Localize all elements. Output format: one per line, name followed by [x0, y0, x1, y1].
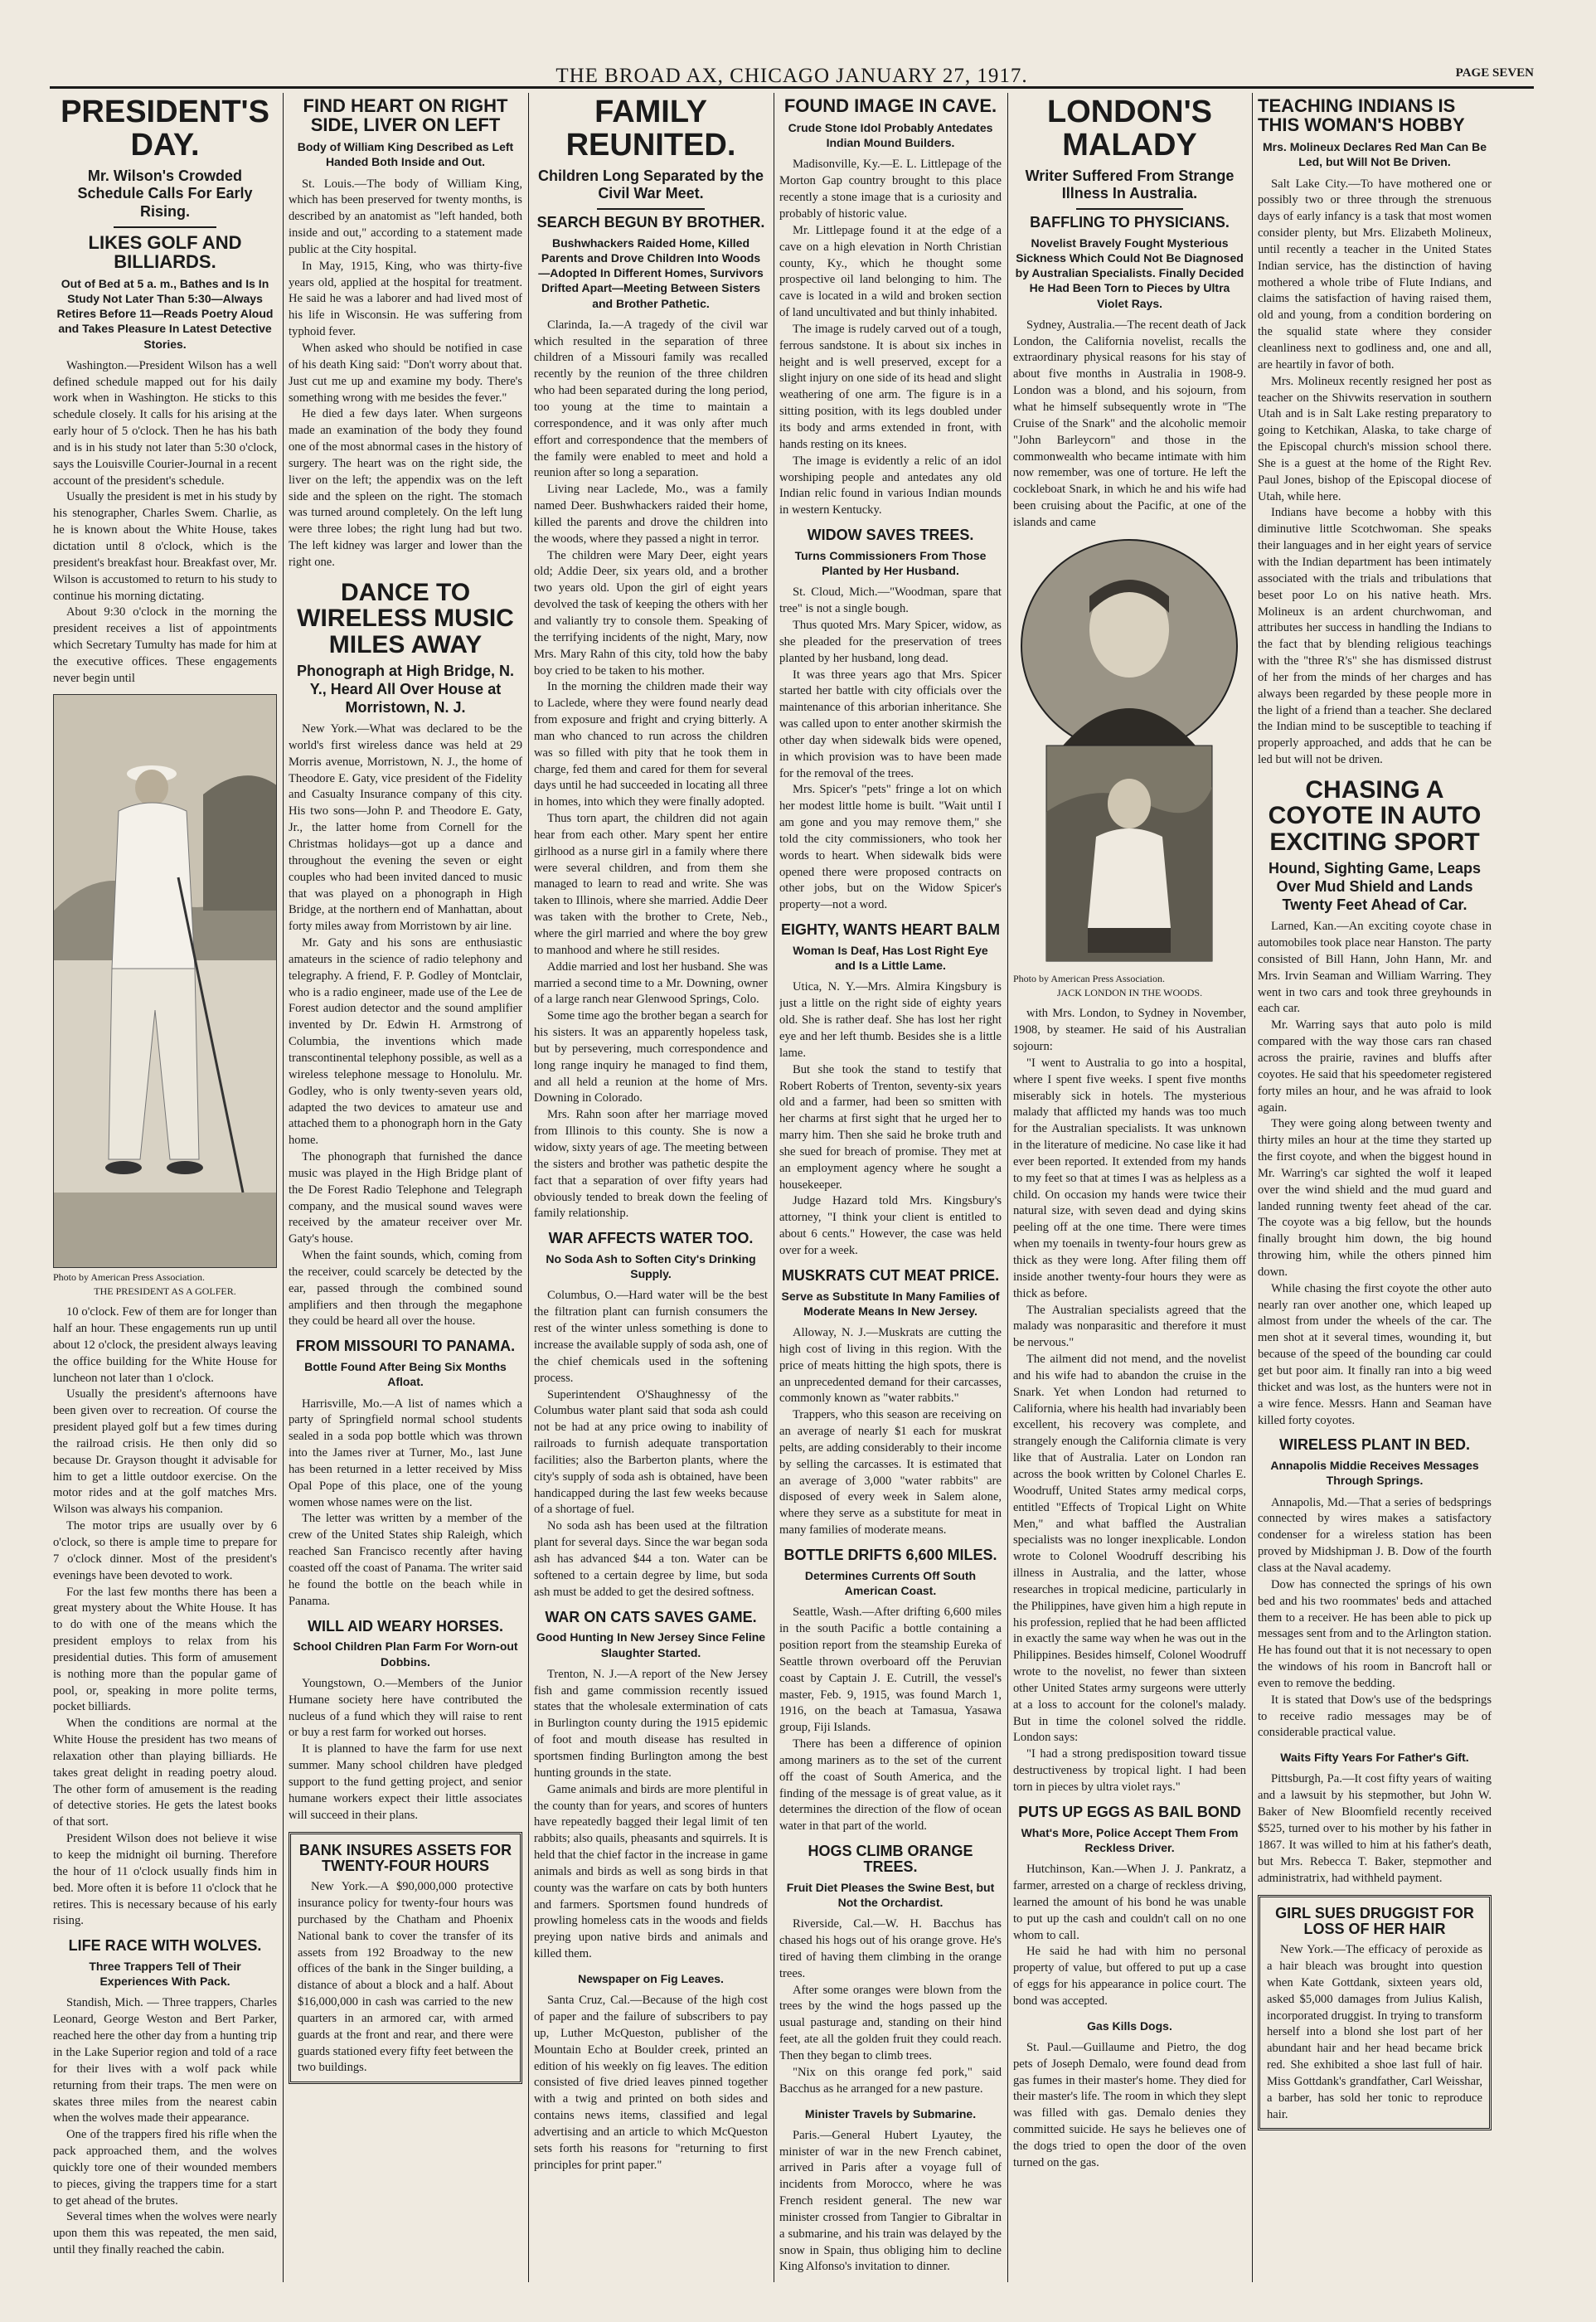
paragraph: There has been a difference of opinion among mariners as to the set of the current off the coast of South America, and the finding of the message is of great value, as it determines the direction of the flow of ocean water in that part of the world. [779, 1737, 1002, 1834]
article-body [779, 1916, 1002, 2097]
article-body [1258, 1495, 1492, 1742]
boxed-article-girl-sues [1258, 1895, 1492, 2130]
president-golfer-photo [53, 694, 277, 1268]
article-body [779, 2128, 1002, 2276]
golfer-illustration [54, 695, 277, 1267]
page-number: PAGE SEVEN [1455, 66, 1534, 80]
paragraph: The motor trips are usually over by 6 o'clock, so there is ample time to prepare for 7 o'clock dinner. Most of the president's evenings have been devoted to work. [53, 1519, 277, 1582]
paragraph: Thus quoted Mrs. Mary Spicer, widow, as she pleaded for the preservation of trees planted by her husband, long dead. [779, 618, 1002, 665]
deck: Good Hunting In New Jersey Since Feline Slaughter Started. [536, 1630, 766, 1659]
paragraph: Santa Cruz, Cal.—Because of the high cost of paper and the failure of subscribers to pay up, Luther McQueston, publisher of the Mountain Echo at Boulder creek, printed an edition of his weekly on fig leaves. The edition consisted of five dried leaves pinned together with a twig and printed on both sides and contains news items, classified and legal advertising and an article to which McQueston sets forth his reasons for "returning to first principles for print paper." [534, 1994, 768, 2172]
article-body-continued [1013, 1006, 1246, 1796]
article-body [298, 1879, 513, 2077]
article-body [534, 1993, 768, 2174]
article-image-in-cave [779, 96, 1002, 519]
separator [114, 226, 216, 228]
article-body [1258, 177, 1492, 769]
headline: FIND HEART ON RIGHT SIDE, LIVER ON LEFT [303, 95, 508, 136]
article-hogs-orange-trees [779, 1844, 1002, 2097]
paragraph: About 9:30 o'clock in the morning the president receives a list of appointments which Secretary Tumulty has made for him at the executive offices. These engagements never begin until [53, 605, 277, 685]
column-rule [1007, 93, 1008, 2282]
paragraph: Thus torn apart, the children did not again hear from each other. Mary spent her entire girlhood as a nurse girl in a family where there were several children, and from them she managed to learn to read and write. She was taken to Illinois, where she married. Addie Deer was taken with the brother to Crete, Neb., where the girl married and where the boy grew to manhood and where he still resides. [534, 812, 768, 957]
column-4 [779, 93, 1002, 2282]
headline: WIDOW SAVES TREES. [807, 527, 974, 544]
deck: Bushwhackers Raided Home, Killed Parents and Drove Children Into Woods—Adopted In Different Homes, Survivors Drifted Apart—Meeting Between Sisters and Brother Pathetic. [538, 236, 764, 310]
article-muskrats [779, 1268, 1002, 1539]
article-body [1013, 2040, 1246, 2172]
boxed-article-bank [289, 1832, 522, 2084]
article-heart-balm [779, 922, 1002, 1260]
paragraph: Paris.—General Hubert Lyautey, the minister of war in the new French cabinet, arrived in Paris after a voyage full of incidents from Morocco, where he was French resident general. The new war minister crossed from Tangier to Gibraltar in a submarine, and his train was delayed by the snow in Spain, thus obliging him to decline King Alfonso's invitation to dinner. [779, 2128, 1002, 2274]
article-missouri-panama [289, 1338, 522, 1610]
deck: Phonograph at High Bridge, N. Y., Heard All Over House at Morristown, N. J. [297, 663, 514, 716]
deck: Turns Commissioners From Those Planted by Her Husband. [794, 548, 987, 578]
article-wireless-dance [289, 580, 522, 1331]
deck: What's More, Police Accept Them From Reckless Driver. [1021, 1825, 1239, 1854]
paragraph: The ailment did not mend, and the novelist and his wife had to abandon the cruise in the Snark. Yet when London had returned to California, where his health had invariably been excellent, his recovery was complete, and strangely enough the California climate is very like that of Australia. Later on London ran across the book written by Colonel Charles E. Woodruff, United States army medical corps, entitled "Effects of Tropical Light on White Men," and what baffled the Australian specialists was no longer inexplicable. London wrote to Colonel Woodruff describing his illness in Australia, and the latter, whose researches in tropical medicine, particularly in the Philippines, have given him a high repute in his profession, replied that he had been afflicted in exactly the same way when he was out in the Philippines. Besides himself, Colonel Woodruff wrote to the novelist, no fewer than sixteen other United States army surgeons were utterly at a loss to account for the colonel's malady. But in time the colonel solved the riddle. London says: [1013, 1353, 1246, 1745]
jack-london-photo [1013, 538, 1246, 969]
deck: School Children Plan Farm For Worn-out Dobbins. [293, 1639, 518, 1669]
paragraph: Larned, Kan.—An exciting coyote chase in automobiles took place near Hanston. The party consisted of Bill Hann, John Hann, Mr. and Mrs. Irvin Seaman and William Warring. They went in two cars and took three greyhounds in each car. [1258, 920, 1492, 1016]
column-2 [289, 93, 522, 2282]
paragraph: In May, 1915, King, who was thirty-five years old, applied at the hospital for treatment. He said he was a laborer and had lived most of his life in Wisconsin. He was suffering from typhoid fever. [289, 259, 522, 339]
paragraph: Columbus, O.—Hard water will be the best the filtration plant can furnish consumers the rest of the winter unless something is done to increase the available supply of soda ash, one of the chief chemicals used in the softening process. [534, 1289, 768, 1385]
paragraph: The Australian specialists agreed that the malady was nonparasitic and therefore it must be nervous." [1013, 1303, 1246, 1350]
paragraph: When the conditions are normal at the White House the president has two means of relaxation other than playing billiards. He takes great delight in reading poetry aloud. The other form of amusement is the reading of detective stories. He gets the latest books of that sort. [53, 1717, 277, 1829]
paragraph: Mrs. Spicer's "pets" fringe a lot on which her modest little home is built. "Wait until I am gone and you may remove them," she told the city commissioners, who took her words to heart. When sidewalk bids were opened there were proposed contracts on other jobs, but on the Widow Spicer's property—not a word. [779, 783, 1002, 912]
article-fig-leaves [534, 1971, 768, 2174]
paragraph: Trappers, who this season are receiving on an average of nearly $1 each for muskrat pelts, are adding considerably to their income by selling the carcasses. It is estimated that an average of 3,000 "water rabbits" are disposed of every week in Salem alone, where they serve as a substitute for meat in many families of moderate means. [779, 1408, 1002, 1537]
deck: Fruit Diet Pleases the Swine Best, but Not the Orchardist. [786, 1880, 995, 1910]
column-3 [534, 93, 768, 2282]
paragraph: He died a few days later. When surgeons made an examination of the body they found one of the most abnormal cases in the history of surgery. The heart was on the right side, the liver on the left; the appendix was on the left side and the spleen on the right. The stomach was turned around completely. On the left lung were three lobes; the right lung had but two. The left kidney was larger and lower than the right one. [289, 407, 522, 569]
paragraph: Harrisville, Mo.—A list of names which a party of Springfield normal school students sealed in a soda pop bottle which was thrown into the James river at Turner, Mo., last June has been returned in a letter received by Miss Opal Pope of this place, one of the young women whose names were on the list. [289, 1397, 522, 1509]
paragraph: It is stated that Dow's use of the bedsprings to receive radio messages may be of considerable practical value. [1258, 1693, 1492, 1740]
article-bottle-drifts [779, 1547, 1002, 1835]
headline: Gas Kills Dogs. [1087, 2018, 1172, 2033]
paragraph: Mrs. Rahn soon after her marriage moved from Illinois to this county. She is now a widow, sixty years of age. The meeting between the sisters and brother was pathetic despite the fact that a separation of over fifty years had obviously tended to break down the feeling of family relationship. [534, 1108, 768, 1221]
headline: EIGHTY, WANTS HEART BALM [781, 921, 1000, 939]
headline: DANCE TO WIRELESS MUSIC MILES AWAY [297, 578, 514, 658]
paragraph: Madisonville, Ky.—E. L. Littlepage of the Morton Gap country brought to this place recently a stone image that is a curiosity and probably of historic value. [779, 158, 1002, 221]
paragraph: Dow has connected the springs of his own bed and his two roommates' beds and attached them to a receiver. He has been able to pick up messages sent from and to the Arlington station. He has found out that it is not necessary to open the windows of his room in Bancroft hall or even to remove the bedding. [1258, 1577, 1492, 1690]
deck: Body of William King Described as Left Handed Both Inside and Out. [297, 140, 514, 169]
headline: BANK INSURES ASSETS FOR TWENTY-FOUR HOURS [298, 1842, 512, 1875]
jack-london-illustration [1013, 538, 1246, 969]
paragraph: No soda ash has been used at the filtration plant for several days. Since the war began soda ash has advanced $44 a ton. Water can be softened to a certain degree by lime, but soda ash must be added to get the desired softness. [534, 1519, 768, 1599]
paragraph: When the faint sounds, which, coming from the receiver, could scarcely be detected by the ear, passed through the combined sound amplifiers and then through the megaphone they could be heard all over the house. [289, 1249, 522, 1329]
masthead-title: THE BROAD AX, CHICAGO JANUARY 27, 1917. [555, 65, 1028, 87]
paragraph: Usually the president is met in his study by his stenographer, Charles Swem. Charlie, as he is known about the White House, takes dictation until 8 o'clock, which is the president's breakfast hour. Breakfast over, Mr. Wilson is accustomed to return to his study to continue his morning dictating. [53, 490, 277, 603]
deck: Mr. Wilson's Crowded Schedule Calls For Early Rising. [77, 167, 253, 220]
paragraph: Salt Lake City.—To have mothered one or possibly two or three through the strenuous days of early infancy is a task that most women consider plenty, but Mrs. Elizabeth Molineux, until recently a teacher in the United States Indian service, has the distinction of having mothered a whole tribe of Flute Indians, and claims the satisfaction of having raised them, old and young, from a condition bordering on the squalid state where they consider cleanliness next to godliness and, one and all, are heartily in favor of both. [1258, 177, 1492, 372]
paragraph: When asked who should be notified in case of his death King said: "Don't worry about that. Just cut me up and examine my body. There's something wrong with me besides the fever." [289, 342, 522, 405]
paragraph: While chasing the first coyote the other auto nearly ran over another one, which leaped up almost from under the wheels of the car. The men shot at it several times, wounding it, but because of the speed of the bounding car could get but poor aim. It finally ran into a big weed thicket and was lost, as the hunters were not in a wire fence. Messrs. Hann and Seaman have killed forty coyotes. [1258, 1281, 1492, 1427]
article-body [534, 318, 768, 1222]
headline: FAMILY REUNITED. [565, 95, 736, 163]
article-gas-kills-dogs [1013, 2018, 1246, 2172]
deck: Children Long Separated by the Civil War Meet. [537, 167, 764, 202]
paragraph: Riverside, Cal.—W. H. Bacchus has chased his hogs out of his orange grove. He's tired of having them climbing in the orange trees. [779, 1917, 1002, 1980]
paragraph: For the last few months there has been a great mystery about the White House. It has to do with one of the means which the president employs to relax from his presidential duties. This form of amusement is nothing more than the popular game of pool, or, speaking in more polite terms, pocket billiards. [53, 1585, 277, 1714]
article-body [779, 1325, 1002, 1539]
headline: CHASING A COYOTE IN AUTO EXCITING SPORT [1268, 775, 1482, 856]
deck: Bottle Found After Being Six Months Afloat. [304, 1360, 507, 1389]
article-body [289, 721, 522, 1330]
paragraph: "Nix on this orange fed pork," said Bacchus as he arranged for a new pasture. [779, 2065, 1002, 2096]
paragraph: Mr. Gaty and his sons are enthusiastic amateurs in the science of radio telephony and telegraphy. A friend, F. P. Godley of Montclair, who is a radio engineer, made use of the Lee de Forest audion detector and the sound amplifier invented by Dr. Edwin H. Armstrong of Columbia, the inventions which made transcontinental telephony possible, as well as a wireless telephone message to Honolulu. Mr. Godley, who is only twenty-seven years old, adapted the two devices to amateur use and attached them to a phonograph horn in the Gaty home. [289, 936, 522, 1148]
subheadline: SEARCH BEGUN BY BROTHER. [536, 213, 765, 231]
photo-credit: Photo by American Press Association. [53, 1270, 205, 1283]
paragraph: The image is rudely carved out of a tough, ferrous sandstone. It is about six inches in height and is well preserved, except for a slight injury on one side of its head and slight weathering of one arm. The figure is in a sitting position, with its legs doubled under its body and arms extended in front, with hands resting on its knees. [779, 322, 1002, 451]
headline: WILL AID WEARY HORSES. [307, 1617, 503, 1635]
article-body [779, 1605, 1002, 1835]
paragraph: One of the trappers fired his rifle when the pack approached them, and the wolves quickly tore one of their wounded members to pieces, giving the trappers time for a start to get ahead of the brutes. [53, 2128, 277, 2208]
column-6 [1258, 93, 1492, 2282]
headline: WIRELESS PLANT IN BED. [1278, 1436, 1470, 1454]
paragraph: 10 o'clock. Few of them are for longer than half an hour. These engagements run up until about 12 o'clock, the president always leaving the office building for the White House for luncheon not later than 1 o'clock. [53, 1305, 277, 1385]
paragraph: "I had a strong predisposition toward tissue destructiveness by tropical light. I had been torn in pieces by ultra violet rays." [1013, 1747, 1246, 1795]
column-1 [53, 93, 277, 2282]
photo-credit: Photo by American Press Association. [1013, 972, 1165, 984]
headline: GIRL SUES DRUGGIST FOR LOSS OF HER HAIR [1275, 1905, 1474, 1938]
deck: Crude Stone Idol Probably Antedates Indian Mound Builders. [788, 121, 993, 150]
paragraph: Washington.—President Wilson has a well defined schedule mapped out for his daily work when in Washington. He sticks to this schedule closely. It calls for his arising at the early hour of 5 o'clock. Then he has his bath and is in his study not later than 5:30 o'clock, says the Louisville Courier-Journal in a recent account of the president's schedule. [53, 358, 277, 488]
deck: Annapolis Middie Receives Messages Through Springs. [1270, 1459, 1479, 1488]
article-body [289, 1397, 522, 1610]
article-body [1013, 318, 1246, 532]
article-teaching-indians [1258, 96, 1492, 769]
headline: PUTS UP EGGS AS BAIL BOND [1018, 1803, 1241, 1820]
headline: WAR AFFECTS WATER TOO. [548, 1230, 754, 1247]
deck: Novelist Bravely Fought Mysterious Sickness Which Could Not Be Diagnosed by Australian Specialists. Finally Decided He Had Been Torn to Pieces by Ultra Violet Rays. [1015, 236, 1244, 310]
paragraph: St. Louis.—The body of William King, which has been preserved for twenty months, is described by an anatomist as "left handed, both inside and out," according to a statement made public at the City hospital. [289, 177, 522, 256]
deck: Woman Is Deaf, Has Lost Right Eye and Is a Little Lame. [793, 944, 988, 973]
subheadline: LIKES GOLF AND BILLIARDS. [88, 231, 242, 272]
paragraph: Mr. Warring says that auto polo is mild compared with the way those cars ran chased across the prairie, ravines and bluffs after coyotes. He said that his speedometer registered forty miles an hour, and he was afraid to look again. [1258, 1018, 1492, 1115]
article-family-reunited [534, 96, 768, 1222]
separator [597, 208, 705, 210]
article-body [53, 358, 277, 687]
article-body [289, 177, 522, 571]
paragraph: Hutchinson, Kan.—When J. J. Pankratz, a farmer, arrested on a charge of reckless driving, learned the amount of his bond he was unable to put up the cash and couldn't call on no one whom to call. [1013, 1863, 1246, 1942]
paragraph: St. Paul.—Guillaume and Pietro, the dog pets of Joseph Demalo, were found dead from gas fumes in their master's home. They died for their master's life. The room in which they slept was filled with gas. Demalo denies they committed suicide. He says he believes one of the dogs tried to open the door of the oven turned on the gas. [1013, 2040, 1246, 2169]
deck: Out of Bed at 5 a. m., Bathes and Is In Study Not Later Than 5:30—Always Retires Before 11—Reads Poetry Aloud and Takes Pleasure In Latest Detective Stories. [56, 276, 274, 351]
paragraph: Usually the president's afternoons have been given over to recreation. Of course the president played golf but a few times during the railroad crisis. He then only did so because Dr. Grayson thought it advisable for him to get a little outdoor exercise. On the motor rides and at the golf matches Mrs. Wilson was always his companion. [53, 1387, 277, 1517]
article-minister-submarine [779, 2106, 1002, 2276]
headline: HOGS CLIMB ORANGE TREES. [808, 1843, 973, 1875]
paragraph: Trenton, N. J.—A report of the New Jersey fish and game commission recently issued states that the wholesale extermination of cats in Burlington county during the 1915 epidemic of foot and mouth disease has resulted in sportsmen finding Burlington among the best hunting grounds in the state. [534, 1667, 768, 1780]
article-londons-malady [1013, 96, 1246, 1796]
paragraph: After some oranges were blown from the trees by the wind the hogs passed up the usual pasturage and, standing on their hind feet, ate all the golden fruit they could reach. Then they began to climb trees. [779, 1983, 1002, 2062]
deck: Three Trappers Tell of Their Experiences With Pack. [89, 1960, 241, 1989]
paragraph: Mrs. Molineux recently resigned her post as teacher on the Shivwits reservation in southern Utah and is in Salt Lake resting preparatory to going to Ketchikan, Alaska, to take charge of the Episcopal church's mission school there. She is a guest at the home of the Right Rev. Paul Jones, bishop of the Episcopal diocese of Utah, while here. [1258, 374, 1492, 503]
paragraph: They were going along between twenty and thirty miles an hour at the time they started up the first coyote, and when the biggest hound in Mr. Warring's car sighted the wolf it leaped over the wind shield and the mud guard and landed running twenty feet ahead of the car. The coyote was a big fellow, but the hounds finally brought him down, the big hound throwing him, while the others pinned him down. [1258, 1117, 1492, 1279]
masthead [50, 65, 1534, 89]
paragraph: with Mrs. London, to Sydney in November, 1908, by steamer. He said of his Australian sojourn: [1013, 1007, 1246, 1054]
paragraph: The letter was written by a member of the crew of the United States ship Raleigh, which reached San Francisco recently after having coasted off the coast of Panama. The writer said he found the bottle on the beach while in Panama. [289, 1512, 522, 1608]
headline: Waits Fifty Years For Father's Gift. [1280, 1751, 1469, 1765]
article-body [779, 585, 1002, 914]
headline: LONDON'S MALADY [1046, 95, 1213, 163]
paragraph: In the morning the children made their way to Laclede, where they were found nearly dead from exposure and fright and crying bitterly. A man who chanced to run across the children was so filled with pity that he took them in charge, fed them and cared for them for several days until he had succeeded in locating all three in homes, into which they were finally adopted. [534, 680, 768, 809]
article-body [779, 157, 1002, 519]
article-body [53, 1995, 277, 2259]
headline: FOUND IMAGE IN CAVE. [783, 95, 997, 116]
headline: BOTTLE DRIFTS 6,600 MILES. [783, 1547, 997, 1564]
paragraph: It is planned to have the farm for use next summer. Many school children have pledged support to the fund getting project, and senior humane workers expect their little associates will succeed in their plans. [289, 1742, 522, 1822]
paragraph: New York.—A $90,000,000 protective insurance policy for twenty-four hours was purchased by the Chatham and Phoenix National bank to cover the transfer of its assets from 192 Broadway to the new offices of the bank in the Singer building, a distance of about a block and a half. About $16,000,000 in cash was carried to the new quarters in an armored car, with armed guards at the front and rear, and there were guards stationed every fifty feet between the two buildings. [298, 1880, 513, 2075]
article-body [534, 1288, 768, 1601]
article-body [1258, 1771, 1492, 1887]
paragraph: New York.—What was declared to be the world's first wireless dance was held at 29 Morris avenue, Morristown, N. J., the home of Theodore E. Gaty, vice president of the Fidelity and Casualty Insurance company of this city. His two sons—John P. and Theodore E. Gaty, Jr., the latter home from Cornell for the Christmas holidays—got up a dance and throughout the evening the seven or eight couples who had been invited danced to music that was played on a phonograph in High Bridge, at the northern end of Manhattan, about forty miles away from Morristown by air line. [289, 722, 522, 934]
paragraph: He said he had with him no personal property of value, but offered to put up a case of eggs for his appearance in police court. The bond was accepted. [1013, 1945, 1246, 2008]
photo-caption: JACK LONDON IN THE WOODS. [1056, 986, 1203, 998]
paragraph: Game animals and birds are more plentiful in the county than for years, and scores of hunters have repeatedly bagged their legal limit of ten rabbits; also quails, pheasants and squirrels. It is held that the chief factor in the increase in game animals and birds as well as song birds in that county was the warfare on cats by both hunters and farmers. Sportsmen found hundreds of prowling homeless cats in the woods and fields preying upon native birds and animals and killed them. [534, 1782, 768, 1961]
deck: Mrs. Molineux Declares Red Man Can Be Led, but Will Not Be Driven. [1263, 140, 1487, 169]
paragraph: Judge Hazard told Mrs. Kingsbury's attorney, "I think your client is entitled to about 6 cents." However, the case was held over for a week. [779, 1194, 1002, 1257]
article-body [1267, 1942, 1482, 2123]
article-body [1013, 1862, 1246, 2010]
headline: Minister Travels by Submarine. [804, 2106, 977, 2120]
headline: PRESIDENT'S DAY. [61, 95, 269, 163]
headline: WAR ON CATS SAVES GAME. [545, 1608, 757, 1625]
paragraph: Youngstown, O.—Members of the Junior Humane society here have contributed the nucleus of a fund which they will raise to rent or buy a rest farm for worked out horses. [289, 1676, 522, 1740]
paragraph: Some time ago the brother began a search for his sisters. It was an apparently hopeless task, but by persevering, much correspondence and long range inquiry he managed to find them, and all held a reunion at the home of Mrs. Downing in Colorado. [534, 1009, 768, 1105]
paragraph: Sydney, Australia.—The recent death of Jack London, the California novelist, recalls the extraordinary physical reasons for his stay of about five months in Australia in 1908-9. London was a blond, and his sojourn, from what he himself subsequently wrote in "The Cruise of the Snark" and the alcoholic memoir "John Barleycorn" and those in the commonwealth who became intimate with him now remember, was one of torture. He left the cockleboat Snark, in which he and his wife had been cruising about the Pacific, at one of the islands and came [1013, 318, 1246, 529]
article-eggs-bail-bond [1013, 1805, 1246, 2010]
deck: Serve as Substitute In Many Families of Moderate Means In New Jersey. [781, 1289, 1000, 1318]
article-body [289, 1676, 522, 1824]
headline: MUSKRATS CUT MEAT PRICE. [781, 1266, 1000, 1284]
paragraph: Alloway, N. J.—Muskrats are cutting the high cost of living in this region. With the price of meats hitting the high spots, there is an unprecedented demand for their carcasses, commonly known as "water rabbits." [779, 1326, 1002, 1406]
article-heart-right-side [289, 96, 522, 571]
article-widow-saves-trees [779, 527, 1002, 914]
deck: Determines Currents Off South American Coast. [804, 1568, 977, 1598]
paragraph: St. Cloud, Mich.—"Woodman, spare that tree" is not a single bough. [779, 585, 1002, 616]
deck: Writer Suffered From Strange Illness In Australia. [1025, 167, 1235, 202]
article-weary-horses [289, 1619, 522, 1824]
paragraph: Seattle, Wash.—After drifting 6,600 miles in the south Pacific a bottle containing a position report from the steamship Eureka of Seattle thrown overboard off the Peruvian coast by Captain J. E. Cutrill, the vessel's master, Feb. 9, 1915, was found March 1, 1916, on the beach at Tamasua, Yasawa group, Fiji Islands. [779, 1605, 1002, 1735]
headline: FROM MISSOURI TO PANAMA. [295, 1338, 516, 1355]
paragraph: Living near Laclede, Mo., was a family named Deer. Bushwhackers raided their home, killed the parents and drove the children into the woods, where they passed a night in terror. [534, 483, 768, 546]
headline: Newspaper on Fig Leaves. [578, 1971, 724, 1985]
paragraph: New York.—The efficacy of peroxide as a hair bleach was brought into question when Kate Gottdank, sixteen years old, asked $5,000 damages from Julius Kalish, incorporated druggist. In trying to transform herself into a blond she lost part of her abundant hair and her head became brick red. She exhibited a shoe last full of hair. Miss Gottdank's grandfather, Carl Weisshar, a barber, has sold her tonic to reproduce hair. [1267, 1943, 1482, 2121]
article-fifty-years-gift [1258, 1750, 1492, 1887]
column-rule [528, 93, 529, 2282]
subheadline: BAFFLING TO PHYSICIANS. [1030, 213, 1230, 231]
photo-caption: THE PRESIDENT AS A GOLFER. [94, 1285, 236, 1297]
article-body-continued [53, 1304, 277, 1930]
column-rule [283, 93, 284, 2282]
article-war-on-cats [534, 1610, 768, 1963]
article-presidents-day [53, 96, 277, 1930]
paragraph: But she took the stand to testify that Robert Roberts of Trenton, seventy-six years old and a farmer, had been so smitten with her charms at first sight that he urged her to marry him. Then she said he broke truth and she sued for breach of promise. They met at an employment agency where he sought a housekeeper. [779, 1062, 1002, 1192]
paragraph: Standish, Mich. — Three trappers, Charles Leonard, George Weston and Bert Parker, reached here the other day from a hunting trip in the Lake Superior region and told of a race for their lives with a wolf pack while returning from their traps. The men were on skates three miles from the nearest cabin when the wolves made their appearance. [53, 1996, 277, 2125]
column-rule [1252, 93, 1253, 2282]
paragraph: "I went to Australia to go into a hospital, where I spent five weeks. I spent five months miserably sick in hotels. The mysterious malady that afflicted my hands was too much for the Australian specialists. It was unknown in the literature of medicine. No case like it had ever been reported. It extended from my hands to my feet so that at times I was as helpless as a child. On occasion my hands were twice their natural size, with seven dead and dying skins peeling off at the one time. There were times when my toenails in twenty-four hours grew as thick as they were long. After filing them off inside another twenty-four hours they were as thick as before. [1013, 1056, 1246, 1300]
article-war-water [534, 1231, 768, 1601]
paragraph: The children were Mary Deer, eight years old; Addie Deer, six years old, and a brother two years old. Upon the girl of eight years devolved the task of keeping the others with her and valiantly try to console them. Speaking of the terrifying incidents of the night, Mary, now Mrs. Mary Rahn of this city, told how the baby boy cried to be taken to his mother. [534, 548, 768, 678]
article-body [1258, 919, 1492, 1429]
paragraph: Addie married and lost her husband. She was married a second time to a Mr. Downing, owner of a large ranch near Glenwood Springs, Colo. [534, 959, 768, 1007]
paragraph: Annapolis, Md.—That a series of bedsprings connected by wires makes a satisfactory condenser for a wireless station has been proved by Midshipman J. B. Dow of the fourth class at the Naval academy. [1258, 1495, 1492, 1576]
paragraph: Pittsburgh, Pa.—It cost fifty years of waiting and a lawsuit by his stepmother, but John W. Baker of New Bloomfield recently received $525, turned over to his mother by his father in 1867. It was willed to him at his father's death, but Mrs. Rebecca T. Baker, stepmother and administratrix, had withheld payment. [1258, 1772, 1492, 1885]
headline: LIFE RACE WITH WOLVES. [68, 1937, 262, 1955]
article-body [779, 979, 1002, 1259]
separator [1076, 208, 1183, 210]
article-life-race-wolves [53, 1938, 277, 2259]
article-body [534, 1667, 768, 1963]
paragraph: Indians have become a hobby with this diminutive little Scotchwoman. She speaks their languages and in her eight years of service with the Indian department has been intimately associated with the trials and tribulations that beset poor Lo on his native heath. Mrs. Molineux is an ardent churchwoman, and attributes her success in handling the Indians to the fact that by blending religious teachings with the "three R's" she has dismissed distrust of her from the minds of her charges and has always been regarded by these people more in the light of a friend than a teacher. She declared the Indian mind to be susceptible to teaching if properly approached, and adds that he can be led but will not be driven. [1258, 506, 1492, 767]
column-5 [1013, 93, 1246, 2282]
paragraph: Utica, N. Y.—Mrs. Almira Kingsbury is just a little on the right side of eighty years old. She is rather deaf. She has lost her right eye and her left thumb. Besides she is a little lame. [779, 980, 1002, 1060]
deck: Hound, Sighting Game, Leaps Over Mud Shield and Lands Twenty Feet Ahead of Car. [1268, 860, 1482, 913]
paragraph: The image is evidently a relic of an idol worshiping people and antedates any old Indian relic found in various Indian mounds in western Kentucky. [779, 454, 1002, 517]
paragraph: It was three years ago that Mrs. Spicer started her battle with city officials over the maintenance of this arborian inheritance. She was called upon to enter another skirmish the other day when sidewalk bids were opened, in which provision was to have been made for the removal of the trees. [779, 668, 1002, 780]
paragraph: Superintendent O'Shaughnessy of the Columbus water plant said that soda ash could not be had at any price owing to inability of railroads to furnish adequate transportation facilities; also the Barberton plants, where the city's supply of soda ash is obtained, have been handicapped during the last few weeks because of a shortage of fuel. [534, 1387, 768, 1517]
paragraph: The phonograph that furnished the dance music was played in the High Bridge plant of the De Forest Radio Telephone and Telegraph company, and the musical sound waves were received by the amateur receiver over Mr. Gaty's house. [289, 1150, 522, 1246]
article-chasing-coyote [1258, 777, 1492, 1429]
headline: TEACHING INDIANS IS THIS WOMAN'S HOBBY [1258, 95, 1465, 136]
paragraph: Mr. Littlepage found it at the edge of a cave on a high elevation in North Christian county, Ky., which he thought some prospective oil land belonging to him. The cave is located in a wild and broken section of land uncultivated and but thinly inhabited. [779, 223, 1002, 320]
paragraph: Several times when the wolves were nearly upon them this was repeated, the men said, until they finally reached the cabin. [53, 2210, 277, 2257]
paragraph: President Wilson does not believe it wise to keep the midnight oil burning. Therefore the hour of 11 o'clock usually finds him in bed. More often it is before 11 o'clock that he retires. This is necessary because of his early rising. [53, 1832, 277, 1928]
article-wireless-plant-bed [1258, 1437, 1492, 1742]
paragraph: Clarinda, Ia.—A tragedy of the civil war which resulted in the separation of three children of a Missouri family was recalled recently by the reunion of the three children who had been separated during the long period, too young at the time to maintain a correspondence, and it was only after much effort and correspondence that the members of the family were enabled to meet and hold a reunion after so long a separation. [534, 318, 768, 480]
deck: No Soda Ash to Soften City's Drinking Supply. [546, 1252, 756, 1281]
